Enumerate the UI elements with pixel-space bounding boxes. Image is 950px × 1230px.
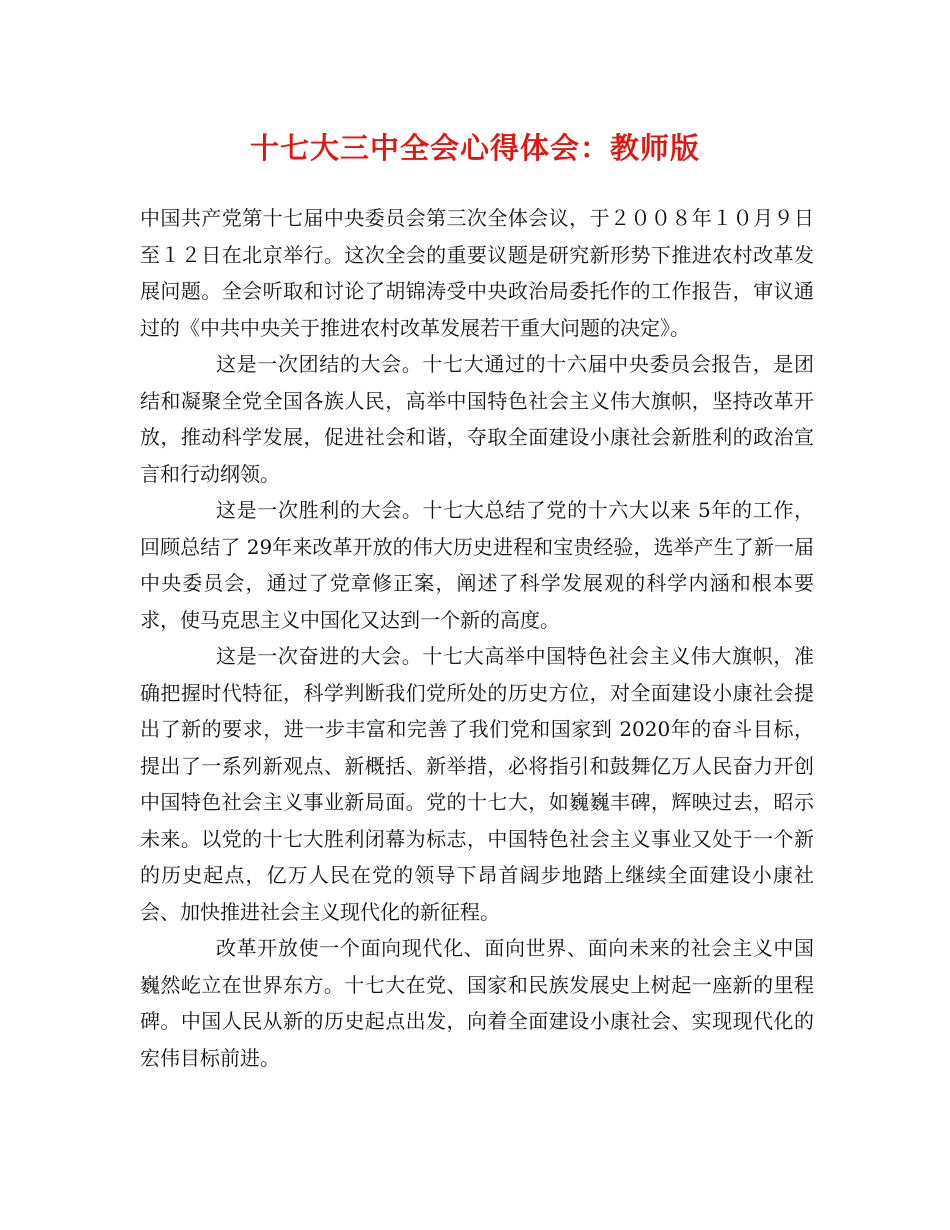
document-body (140, 200, 814, 1076)
document-title: 十七大三中全会心得体会：教师版 (249, 131, 700, 165)
paragraph-progress: 这是一次奋进的大会。十七大高举中国特色社会主义伟大旗帜，准确把握时代特征，科学判断我们党所处的历史方位，对全面建设小康社会提出了新的要求，进一步丰富和完善了我们党和国家到 2020年的奋斗目标，提出了一系列新观点、新概括、新举措，必将指引和鼓舞亿万人民奋力开创中国特色社会主义事业新局面。党的十七大，如巍巍丰碑，辉映过去，昭示未来。以党的十七大胜利闭幕为标志，中国特色社会主义事业又处于一个新的历史起点，亿万人民在党的领导下昂首阔步地踏上继续全面建设小康社会、加快推进社会主义现代化的新征程。 (140, 644, 814, 924)
paragraph-reform: 改革开放使一个面向现代化、面向世界、面向未来的社会主义中国巍然屹立在世界东方。十七大在党、国家和民族发展史上树起一座新的里程碑。中国人民从新的历史起点出发，向着全面建设小康社会、实现现代化的宏伟目标前进。 (140, 936, 814, 1070)
paragraph-intro: 中国共产党第十七届中央委员会第三次全体会议，于２００８年１０月９日至１２日在北京举行。这次全会的重要议题是研究新形势下推进农村改革发展问题。全会听取和讨论了胡锦涛受中央政治局委托作的工作报告，审议通过的《中共中央关于推进农村改革发展若干重大问题的决定》。 (140, 206, 814, 340)
paragraph-victory: 这是一次胜利的大会。十七大总结了党的十六大以来 5年的工作，回顾总结了 29年来改革开放的伟大历史进程和宝贵经验，选举产生了新一届中央委员会，通过了党章修正案，阐述了科学发展观的科学内涵和根本要求，使马克思主义中国化又达到一个新的高度。 (140, 498, 814, 632)
paragraph-unity: 这是一次团结的大会。十七大通过的十六届中央委员会报告，是团结和凝聚全党全国各族人民，高举中国特色社会主义伟大旗帜，坚持改革开放，推动科学发展，促进社会和谐，夺取全面建设小康社会新胜利的政治宣言和行动纲领。 (140, 352, 814, 486)
